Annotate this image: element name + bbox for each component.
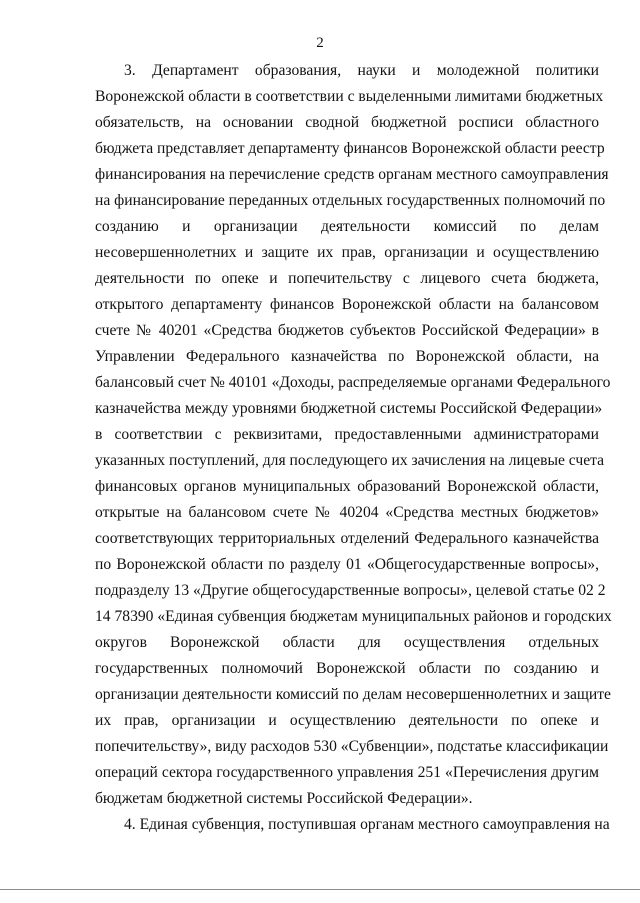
text-line: соответствующих территориальных отделений Федерального казначейства	[95, 530, 599, 547]
text-line: их прав, организации и осуществлению деятельности по опеке и	[95, 712, 599, 729]
text-line: округов Воронежской области для осуществления отдельных	[95, 634, 599, 651]
text-line: финансирования на перечисление средств органам местного самоуправления	[95, 166, 609, 183]
text-line: операций сектора государственного управления 251 «Перечисления другим	[95, 764, 599, 781]
text-line: государственных полномочий Воронежской области по созданию и	[95, 660, 599, 677]
text-line: 3. Департамент образования, науки и молодежной политики	[124, 62, 599, 79]
text-line: попечительству», виду расходов 530 «Субвенции», подстатье классификации	[95, 738, 609, 755]
text-line: деятельности по опеке и попечительству с лицевого счета бюджета,	[95, 270, 599, 287]
text-line: 14 78390 «Единая субвенция бюджетам муниципальных районов и городских	[95, 608, 612, 625]
text-line: в соответствии с реквизитами, предоставленными администраторами	[95, 426, 599, 443]
paragraph-3	[95, 58, 612, 812]
text-line: на финансирование переданных отдельных государственных полномочий по	[95, 192, 606, 209]
footer-rule	[0, 889, 640, 890]
text-line: указанных поступлений, для последующего их зачисления на лицевые счета	[95, 452, 605, 469]
page-number: 2	[316, 35, 324, 51]
text-line: казначейства между уровнями бюджетной системы Российской Федерации»	[95, 400, 603, 417]
document-body	[95, 58, 612, 838]
text-line: подразделу 13 «Другие общегосударственные вопросы», целевой статье 02 2	[95, 582, 606, 599]
text-line: бюджетам бюджетной системы Российской Федерации».	[95, 790, 473, 807]
text-line: по Воронежской области по разделу 01 «Общегосударственные вопросы»,	[95, 556, 599, 573]
text-line: открытые на балансовом счете № 40204 «Средства местных бюджетов»	[95, 504, 599, 521]
text-line: созданию и организации деятельности комиссий по делам	[95, 218, 599, 235]
text-line: балансовый счет № 40101 «Доходы, распределяемые органами Федерального	[95, 374, 611, 391]
text-line: Управлении Федерального казначейства по Воронежской области, на	[95, 348, 599, 365]
text-line: обязательств, на основании сводной бюджетной росписи областного	[95, 114, 599, 131]
text-line: бюджета представляет департаменту финансов Воронежской области реестр	[95, 140, 605, 157]
text-line: финансовых органов муниципальных образований Воронежской области,	[95, 478, 599, 495]
text-line: 4. Единая субвенция, поступившая органам местного самоуправления на	[124, 816, 610, 833]
text-line: организации деятельности комиссий по делам несовершеннолетних и защите	[95, 686, 611, 703]
text-line: Воронежской области в соответствии с выделенными лимитами бюджетных	[95, 88, 604, 105]
paragraph-4	[95, 812, 610, 838]
text-line: счете № 40201 «Средства бюджетов субъектов Российской Федерации» в	[95, 322, 599, 339]
text-line: открытого департаменту финансов Воронежской области на балансовом	[95, 296, 599, 313]
text-line: несовершеннолетних и защите их прав, организации и осуществлению	[95, 244, 599, 261]
